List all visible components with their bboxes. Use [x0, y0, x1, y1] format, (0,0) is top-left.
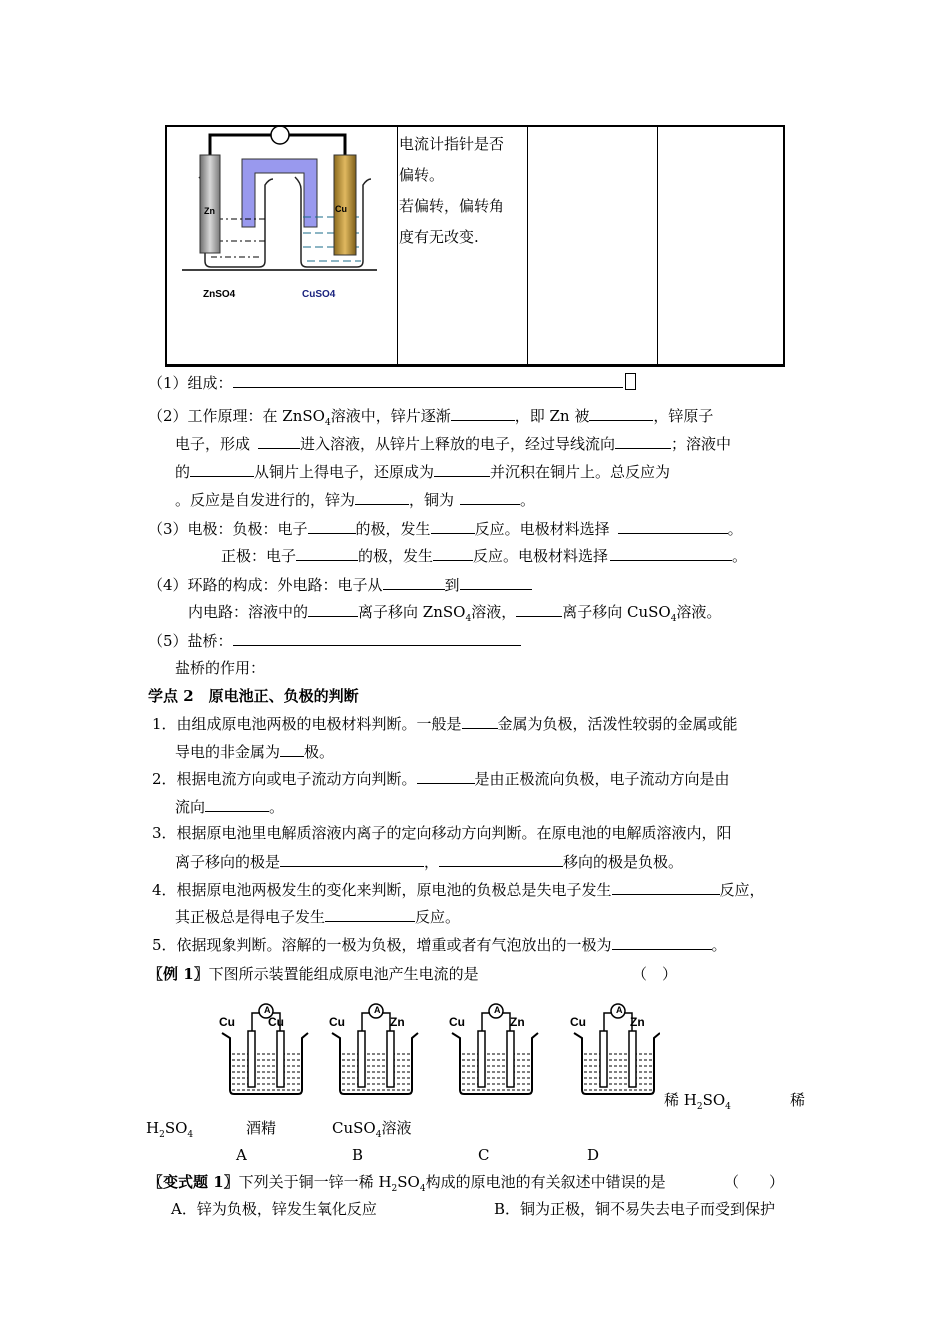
answer-blank[interactable]: [417, 768, 475, 784]
answer-blank[interactable]: [451, 405, 515, 421]
line-positive-electrode: 正极：电子 的极，发生 反应。电极材料选择 。: [221, 547, 748, 565]
line-salt-bridge: （5）盐桥：: [148, 630, 521, 651]
answer-blank[interactable]: [462, 713, 498, 729]
section-heading: 学点 2 原电池正、负极的判断: [148, 687, 359, 705]
answer-blank[interactable]: [383, 574, 445, 590]
answer-blank[interactable]: [190, 461, 254, 477]
cuso4-solution-label: CuSO$_4$溶液: [332, 1119, 412, 1140]
beaker-d-left-label: Cu: [570, 1015, 586, 1029]
answer-blank[interactable]: [355, 489, 409, 505]
option-letter-a: A: [236, 1146, 247, 1164]
answer-blank[interactable]: [460, 489, 520, 505]
answer-blank[interactable]: [439, 851, 563, 867]
judge-item-4: 4．根据原电池两极发生的变化来判断，原电池的负极总是失电子发生 反应，: [152, 881, 765, 899]
table-cell-question: [399, 129, 524, 253]
answer-blank[interactable]: [610, 545, 732, 561]
judge-item-2: 2．根据电流方向或电子流动方向判断。 是由正极流向负极，电子流动方向是由: [152, 770, 730, 788]
answer-blank[interactable]: [280, 851, 424, 867]
answer-blank[interactable]: [516, 601, 562, 617]
ammeter-label: A: [264, 1005, 271, 1015]
answer-blank[interactable]: [431, 518, 475, 534]
cell-line: 度有无改变.: [399, 228, 479, 246]
answer-blank[interactable]: [280, 741, 304, 757]
answer-blank[interactable]: [325, 906, 415, 922]
answer-blank[interactable]: [233, 372, 623, 388]
dilute-h2so4-label: 稀 $H_2SO_4$: [664, 1091, 731, 1112]
option-a[interactable]: A．锌为负极，锌发生氧化反应: [171, 1200, 377, 1218]
beaker-c-right-label: Zn: [510, 1015, 525, 1029]
judge-item-3: 3．根据原电池里电解质溶液内离子的定向移动方向判断。在原电池的电解质溶液内，阳: [152, 824, 732, 842]
beaker-a-left-label: Cu: [219, 1015, 235, 1029]
line-salt-bridge-role: 盐桥的作用：: [175, 659, 266, 677]
answer-blank[interactable]: [434, 461, 490, 477]
judge-item-2b: 流向 。: [175, 798, 285, 816]
zn-electrode-label: Zn: [204, 206, 215, 216]
h2so4-label: $H_2SO_4$: [146, 1119, 194, 1140]
ammeter-label: A: [374, 1005, 381, 1015]
ammeter-label: A: [494, 1005, 501, 1015]
cuso4-label: CuSO4: [302, 289, 336, 300]
answer-paren[interactable]: （ ）: [724, 1173, 785, 1191]
line-composition: （1）组成：: [148, 372, 636, 393]
line-principle-4: 。反应是自发进行的，锌为 ，铜为 。: [175, 491, 536, 509]
answer-blank[interactable]: [460, 574, 532, 590]
line-principle-1: （2）工作原理：在 ZnSO$_4$溶液中，锌片逐渐 ，即 Zn 被 ，锌原子: [148, 407, 714, 428]
example-1: 〖例 1〗下图所示装置能组成原电池产生电流的是: [148, 965, 479, 983]
beaker-b-left-label: Cu: [329, 1015, 345, 1029]
answer-blank[interactable]: [612, 879, 720, 895]
judge-item-3b: 离子移向的极是 ， 移向的极是负极。: [175, 853, 684, 871]
answer-paren[interactable]: （ ）: [632, 965, 678, 983]
line-principle-2: 电子，形成 进入溶液，从锌片上释放的电子，经过导线流向 ；溶液中: [175, 435, 732, 453]
answer-blank[interactable]: [205, 796, 269, 812]
option-letter-b: B: [352, 1146, 364, 1164]
answer-blank[interactable]: [258, 433, 300, 449]
option-letter-d: D: [587, 1146, 600, 1164]
answer-blank[interactable]: [233, 630, 521, 646]
judge-item-1: 1．由组成原电池两极的电极材料判断。一般是 金属为负极，活泼性较弱的金属或能: [152, 715, 738, 733]
answer-blank[interactable]: [589, 405, 653, 421]
beaker-c-left-label: Cu: [449, 1015, 465, 1029]
beaker-a-right-label: Cu: [268, 1015, 284, 1029]
cell-line: 若偏转，偏转角: [399, 197, 505, 215]
alcohol-label: 酒精: [246, 1119, 277, 1137]
cell-line: 电流计指针是否: [399, 135, 505, 153]
answer-blank[interactable]: [618, 518, 728, 534]
answer-blank[interactable]: [308, 601, 358, 617]
option-letter-c: C: [478, 1146, 490, 1164]
line-principle-3: 的 从铜片上得电子，还原成为 并沉积在铜片上。总反应为: [175, 463, 671, 481]
line-external-circuit: （4）环路的构成：外电路：电子从 到: [148, 574, 532, 595]
ammeter-icon: [271, 127, 289, 144]
beaker-d-right-label: Zn: [630, 1015, 645, 1029]
variant-question-1: 〖变式题 1〗下列关于铜一锌一稀 $H_2SO_4$构成的原电池的有关叙述中错误的是: [148, 1173, 666, 1194]
ammeter-label: A: [616, 1005, 623, 1015]
cu-electrode-label: Cu: [335, 204, 347, 214]
beakers-figure: [210, 998, 660, 1098]
beaker-b-right-label: Zn: [390, 1015, 405, 1029]
dilute-label: 稀: [790, 1091, 806, 1109]
line-internal-circuit: 内电路：溶液中的 离子移向 ZnSO$_4$溶液， 离子移向 CuSO$_4$溶液。: [188, 603, 722, 624]
option-b[interactable]: B．铜为正极，铜不易失去电子而受到保护: [494, 1200, 776, 1218]
answer-blank[interactable]: [308, 518, 356, 534]
cell-line: 偏转。: [399, 166, 445, 184]
judge-item-5: 5．依据现象判断。溶解的一极为负极，增重或者有气泡放出的一极为 。: [152, 936, 727, 954]
line-negative-electrode: （3）电极：负极：电子 的极，发生 反应。电极材料选择 。: [148, 520, 743, 538]
experiment-table: [165, 125, 785, 367]
judge-item-1b: 导电的非金属为 极。: [175, 743, 335, 761]
answer-blank[interactable]: [612, 934, 712, 950]
answer-blank[interactable]: [296, 545, 358, 561]
answer-blank[interactable]: [433, 545, 473, 561]
answer-blank[interactable]: [615, 433, 671, 449]
judge-item-4b: 其正极总是得电子发生 反应。: [175, 908, 461, 926]
znso4-label: ZnSO4: [203, 289, 236, 300]
